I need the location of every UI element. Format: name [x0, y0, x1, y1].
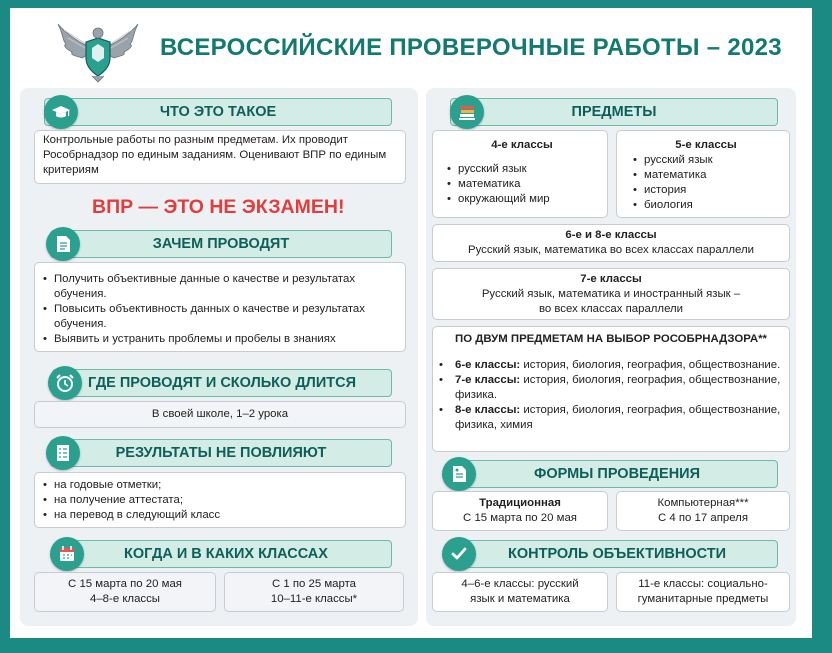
control-b-line1: 11-е классы: социально- [638, 578, 768, 590]
control-b [616, 572, 790, 612]
when-a-dates: С 15 марта по 20 мая [68, 578, 182, 590]
grade7-box [432, 268, 790, 320]
what-header: ЧТО ЭТО ТАКОЕ [44, 98, 392, 126]
list-item: • биология [633, 198, 779, 213]
grade5-box [616, 130, 790, 218]
grade4-title: 4-е классы [491, 139, 553, 151]
results-header: РЕЗУЛЬТАТЫ НЕ ПОВЛИЯЮТ [50, 439, 392, 467]
form-computer-title: Компьютерная*** [657, 497, 749, 509]
form-document-icon [442, 457, 476, 491]
when-b-grades: 10–11-е классы* [270, 593, 358, 605]
when-b-dates: С 1 по 25 марта [271, 578, 357, 590]
why-list [34, 262, 406, 352]
grade5-title: 5-е классы [675, 139, 737, 151]
form-computer-dates: С 4 по 17 апреля [657, 512, 748, 524]
why-header: ЗАЧЕМ ПРОВОДЯТ [50, 230, 392, 258]
grade68-box [432, 224, 790, 262]
when-a-grades: 4–8-е классы [90, 593, 160, 605]
grade68-text: Русский язык, математика во всех классах параллели [468, 244, 754, 256]
checklist-icon [46, 436, 80, 470]
books-icon [450, 95, 484, 129]
grade7-line2: во всех классах параллели [538, 303, 684, 315]
form-traditional-dates: С 15 марта по 20 мая [463, 512, 577, 524]
list-item: • Выявить и устранить проблемы и пробелы в знаниях [43, 332, 397, 347]
control-a-line2: язык и математика [470, 593, 570, 605]
form-computer [616, 491, 790, 531]
alarm-clock-icon [48, 366, 82, 400]
grade7-title: 7-е классы [580, 273, 642, 285]
document-icon [46, 227, 80, 261]
control-a-line1: 4–6-е классы: русский [461, 578, 579, 590]
grade7-line1: Русский язык, математика и иностранный язык – [481, 288, 741, 300]
control-b-line2: гуманитарные предметы [637, 593, 769, 605]
calendar-icon [50, 537, 84, 571]
choice-subjects: история, биология, география, обществознание. [520, 359, 781, 371]
choice-title: ПО ДВУМ ПРЕДМЕТАМ НА ВЫБОР РОСОБРНАДЗОРА** [455, 333, 767, 345]
list-item: • русский язык [633, 153, 779, 168]
list-item: • история [633, 183, 779, 198]
when-option-b [224, 572, 404, 612]
form-traditional-title: Традиционная [479, 497, 561, 509]
what-text: Контрольные работы по разным предметам. Их проводит Рособрнадзор по единым заданиям. Оценивают ВПР по единым критериям [34, 130, 406, 184]
list-item: • окружающий мир [447, 192, 597, 207]
choice-grade: 7-е классы: [455, 374, 521, 386]
rosobrnadzor-emblem-icon [52, 14, 144, 84]
grade4-box [432, 130, 608, 218]
choice-grade: 8-е классы: [455, 404, 521, 416]
grade68-title: 6-е и 8-е классы [565, 229, 657, 241]
form-traditional [432, 491, 608, 531]
list-item: • математика [633, 168, 779, 183]
graduation-cap-icon [44, 95, 78, 129]
choice-box [432, 326, 790, 452]
list-item: • на перевод в следующий класс [43, 508, 397, 523]
subjects-header: ПРЕДМЕТЫ [450, 98, 778, 126]
list-item: • русский язык [447, 162, 597, 177]
page-title: ВСЕРОССИЙСКИЕ ПРОВЕРОЧНЫЕ РАБОТЫ – 2023 [160, 34, 782, 61]
list-item: • на годовые отметки; [43, 478, 397, 493]
forms-header: ФОРМЫ ПРОВЕДЕНИЯ [456, 460, 778, 488]
results-list [34, 472, 406, 528]
choice-subjects: история, биология, география, обществознание, физика, химия [455, 404, 781, 431]
list-item: • математика [447, 177, 597, 192]
list-item [439, 358, 783, 373]
choice-subjects: история, биология, география, обществознание, физика. [455, 374, 781, 401]
where-header: ГДЕ ПРОВОДЯТ И СКОЛЬКО ДЛИТСЯ [52, 369, 392, 397]
list-item: • Повысить объективность данных о качестве и результатах обучения. [43, 302, 397, 332]
where-text: В своей школе, 1–2 урока [34, 401, 406, 428]
checkmark-icon [442, 537, 476, 571]
list-item [439, 403, 783, 433]
not-exam-alert: ВПР — ЭТО НЕ ЭКЗАМЕН! [92, 196, 345, 218]
list-item: • Получить объективные данные о качестве и результатах обучения. [43, 272, 397, 302]
choice-grade: 6-е классы: [455, 359, 521, 371]
control-header: КОНТРОЛЬ ОБЪЕКТИВНОСТИ [456, 540, 778, 568]
control-a [432, 572, 608, 612]
list-item [439, 373, 783, 403]
when-header: КОГДА И В КАКИХ КЛАССАХ [60, 540, 392, 568]
list-item: • на получение аттестата; [43, 493, 397, 508]
when-option-a [34, 572, 216, 612]
